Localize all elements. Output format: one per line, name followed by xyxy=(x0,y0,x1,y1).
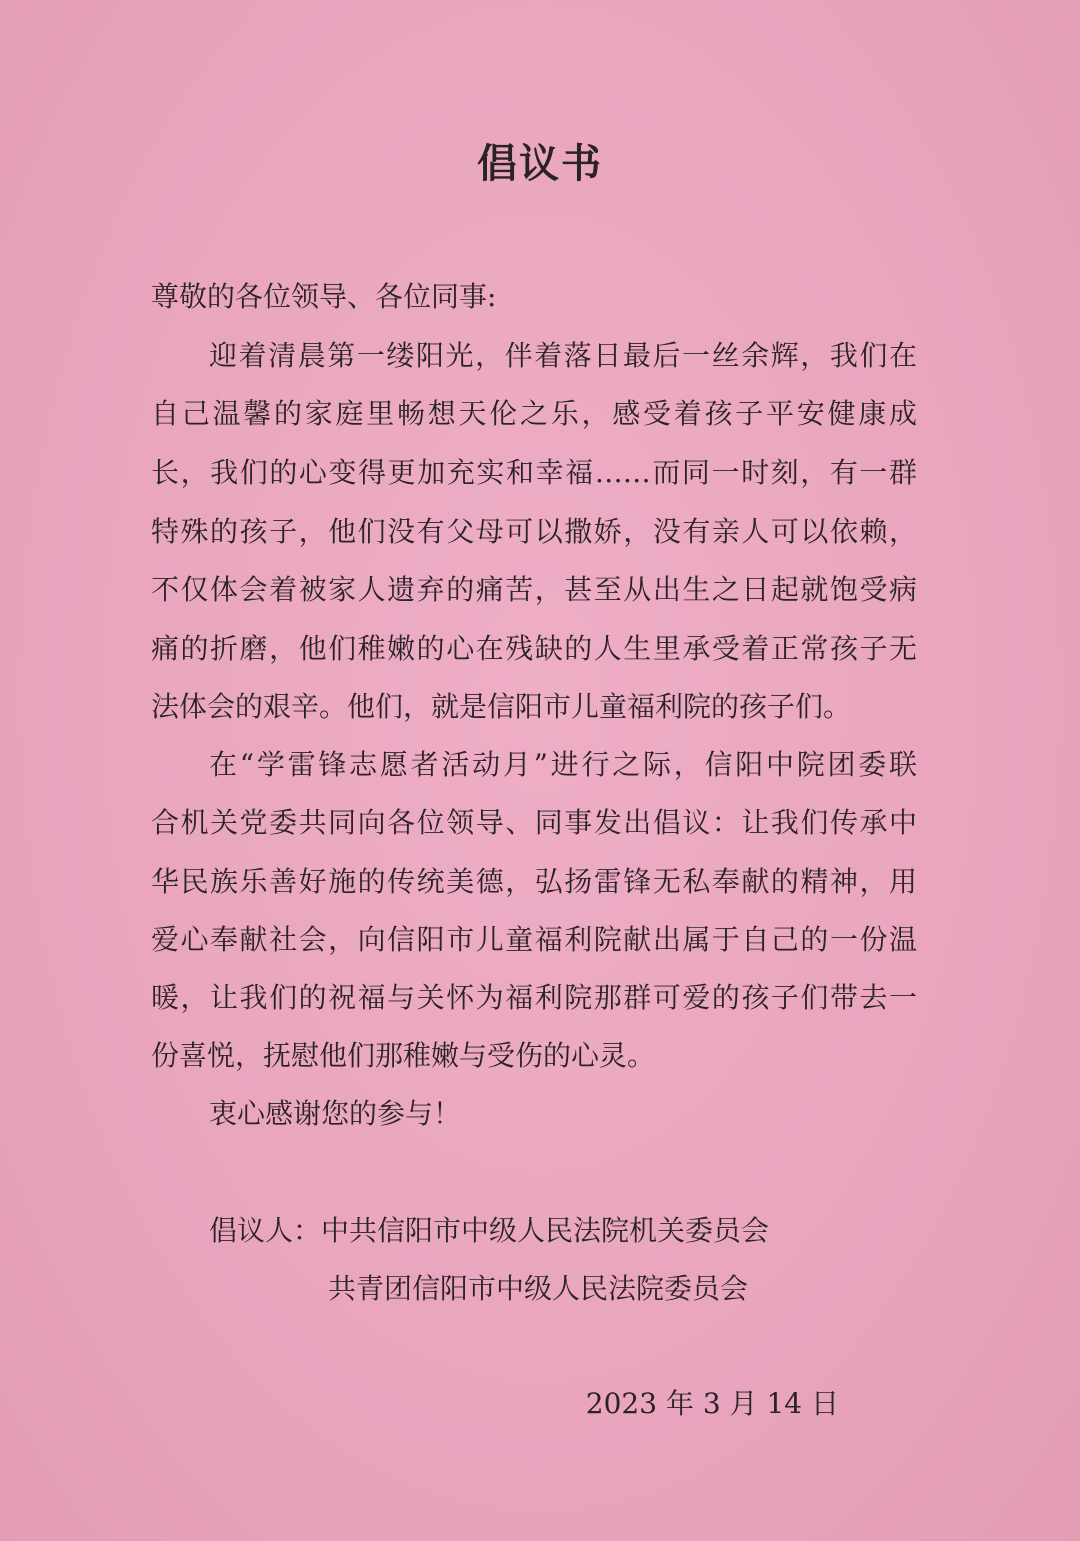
document-date: 2023 年 3 月 14 日 xyxy=(585,1387,839,1420)
paragraph-1-line-5: 不仅体会着被家人遗弃的痛苦，甚至从出生之日起就饱受病 xyxy=(151,573,917,606)
paragraph-1-line-2: 自己温馨的家庭里畅想天伦之乐，感受着孩子平安健康成 xyxy=(151,397,917,430)
paragraph-2-line-2: 合机关党委共同向各位领导、同事发出倡议：让我们传承中 xyxy=(151,806,917,839)
paragraph-1-line-4: 特殊的孩子，他们没有父母可以撒娇，没有亲人可以依赖， xyxy=(151,515,917,548)
paragraph-1-line-7: 法体会的艰辛。他们，就是信阳市儿童福利院的孩子们。 xyxy=(151,690,852,723)
paragraph-2-line-4: 爱心奉献社会，向信阳市儿童福利院献出属于自己的一份温 xyxy=(151,923,917,956)
paragraph-2-line-5: 暖，让我们的祝福与关怀为福利院那群可爱的孩子们带去一 xyxy=(151,981,917,1014)
salutation: 尊敬的各位领导、各位同事: xyxy=(151,280,497,313)
thanks-line: 衷心感谢您的参与！ xyxy=(209,1097,462,1130)
signer-line-1: 倡议人：中共信阳市中级人民法院机关委员会 xyxy=(209,1214,770,1247)
paragraph-1-line-1: 迎着清晨第一缕阳光，伴着落日最后一丝余辉，我们在 xyxy=(209,339,917,372)
paragraph-2-line-6: 份喜悦，抚慰他们那稚嫩与受伤的心灵。 xyxy=(151,1039,656,1072)
document-title: 倡议书 xyxy=(477,140,603,187)
paragraph-1-line-6: 痛的折磨，他们稚嫩的心在残缺的人生里承受着正常孩子无 xyxy=(151,632,917,665)
paragraph-2-line-3: 华民族乐善好施的传统美德，弘扬雷锋无私奉献的精神，用 xyxy=(151,865,917,898)
paragraph-1-line-3: 长，我们的心变得更加充实和幸福……而同一时刻，有一群 xyxy=(151,456,917,489)
paragraph-2-line-1: 在“学雷锋志愿者活动月”进行之际，信阳中院团委联 xyxy=(209,748,917,781)
signer-line-2: 共青团信阳市中级人民法院委员会 xyxy=(328,1272,749,1305)
